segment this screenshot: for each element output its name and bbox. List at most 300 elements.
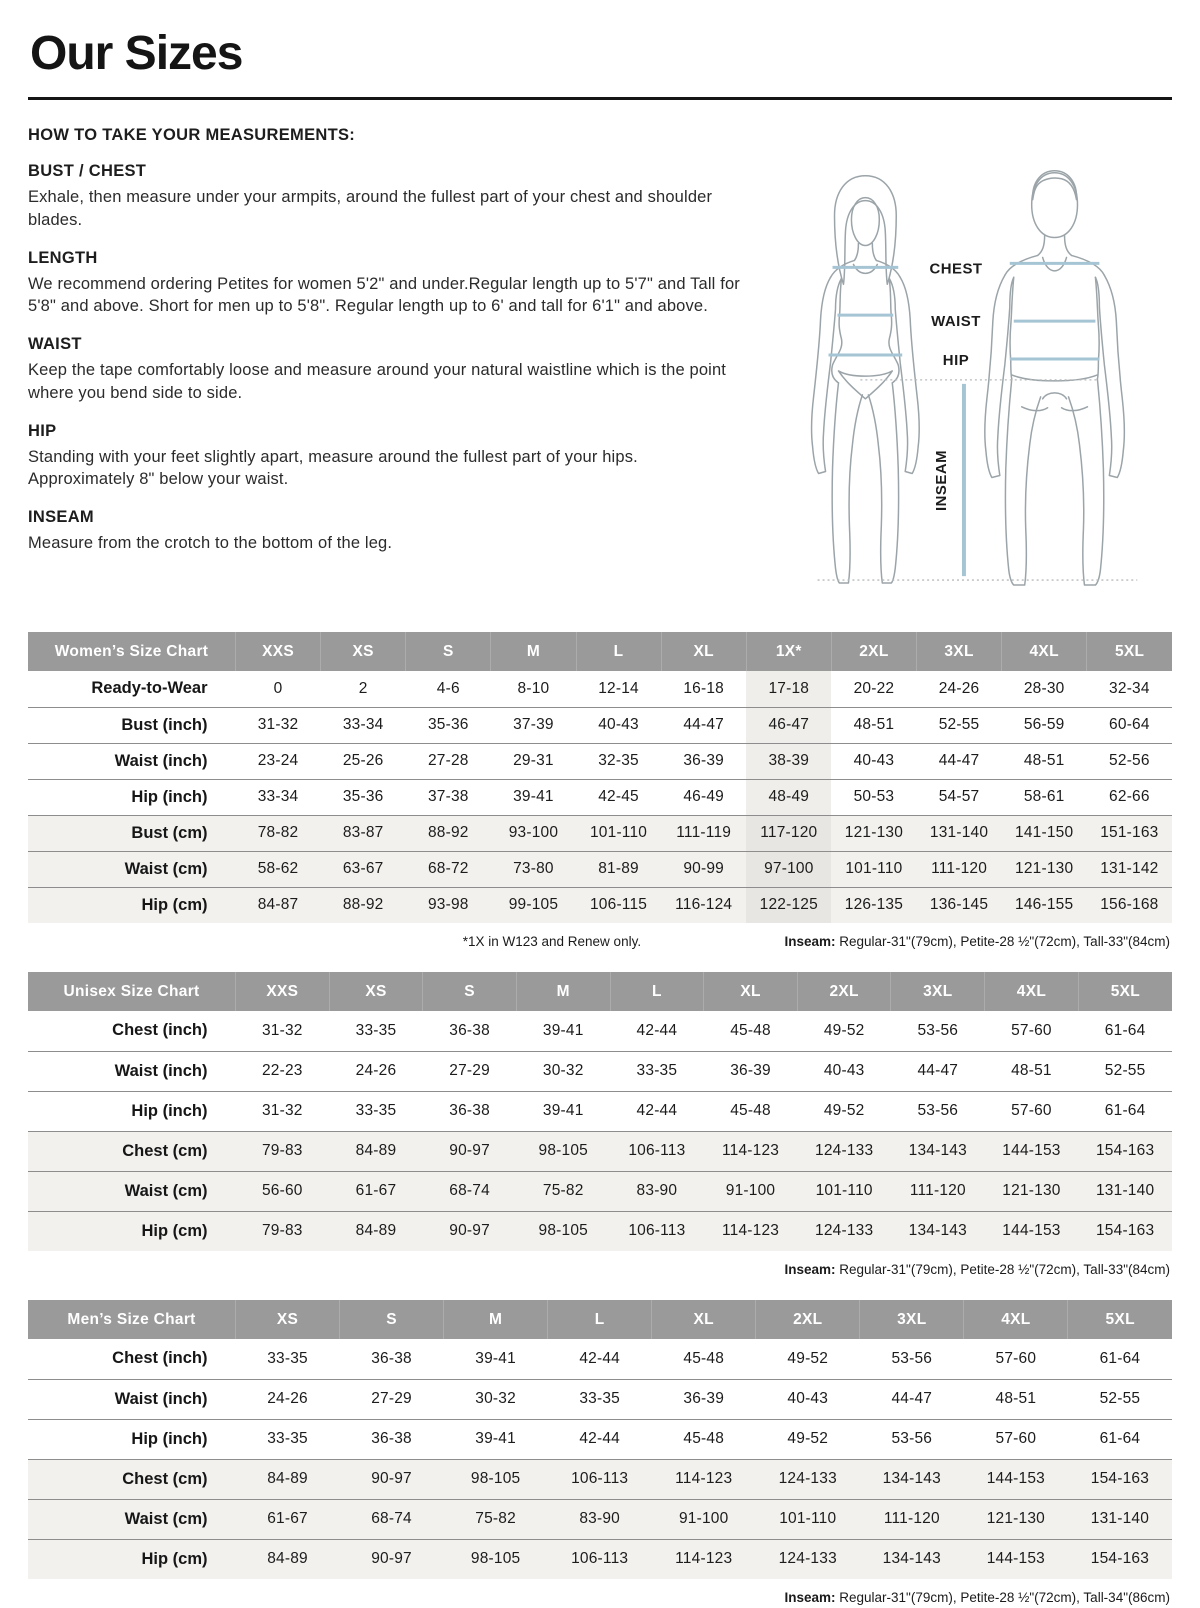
size-cell: 52-56 [1109,752,1150,769]
size-cell: 61-64 [1104,1102,1146,1119]
man-shoulders [1005,255,1105,275]
size-cell: 56-59 [1023,716,1065,733]
table-row [28,1211,1172,1251]
size-cell: 22-23 [261,1062,303,1079]
size-cell: 48-51 [995,1390,1037,1407]
size-column-header: L [548,1300,652,1339]
size-cell: 61-64 [1099,1349,1141,1367]
table-footnote [28,1590,1172,1608]
size-cell: 39-41 [475,1349,516,1367]
size-cell: 131-142 [1100,860,1159,877]
size-cell: 53-56 [891,1430,933,1447]
size-cell: 54-57 [938,788,980,805]
size-cell: 90-97 [449,1222,490,1240]
size-cell: 45-48 [730,1021,771,1039]
table-row [28,779,1172,815]
man-right-arm [1095,275,1124,477]
size-cell: 29-31 [513,752,554,769]
size-cell: 27-29 [371,1390,412,1407]
row-label: Waist (inch) [114,1389,208,1408]
size-cell: 134-143 [882,1550,941,1568]
table-row [28,1131,1172,1171]
instruction-body: Exhale, then measure under your armpits, around the fullest part of your chest and shoulder blades. [28,188,713,229]
size-column-header: XL [704,972,798,1011]
size-cell: 60-64 [1109,716,1150,733]
size-cell: 83-90 [579,1510,620,1527]
size-column-header: XS [236,1300,340,1339]
size-cell: 57-60 [1011,1021,1052,1039]
size-column-header: S [423,972,517,1011]
size-cell: 111-119 [676,824,732,841]
size-cell: 36-39 [730,1062,771,1079]
size-cell: 106-115 [589,896,648,914]
size-cell: 61-67 [355,1182,397,1199]
size-cell: 52-55 [938,716,980,733]
row-label: Hip (cm) [141,1549,208,1568]
row-label: Chest (inch) [112,1021,208,1040]
size-cell: 53-56 [891,1349,933,1367]
size-cell: 37-39 [513,716,554,733]
size-column-header: L [610,972,704,1011]
table-row [28,1499,1172,1539]
table-title: Men’s Size Chart [28,1300,236,1339]
row-label: Ready-to-Wear [91,679,208,698]
mens-size-chart [28,1300,1172,1608]
size-cell: 144-153 [986,1470,1045,1487]
size-column-header: 5XL [1068,1300,1172,1339]
size-column-header: M [491,632,576,671]
size-cell: 101-110 [779,1510,837,1527]
instruction-section [28,335,744,405]
size-column-header: 5XL [1078,972,1172,1011]
woman-torso [832,278,899,383]
size-cell: 83-90 [636,1182,678,1199]
size-cell: 49-52 [787,1349,829,1367]
size-cell: 156-168 [1100,896,1159,914]
size-cell: 48-51 [1011,1062,1052,1079]
dotted-guides [818,380,1138,580]
size-column-header: 2XL [756,1300,860,1339]
size-cell: 8-10 [517,679,550,697]
size-cell: 101-110 [845,860,903,877]
woman-left-leg [832,383,862,583]
size-cell: 38-39 [746,743,831,779]
size-cell: 131-140 [929,824,989,841]
size-column-header: S [340,1300,444,1339]
woman-right-leg [868,383,898,583]
size-cell: 40-43 [823,1062,865,1079]
instruction-body: We recommend ordering Petites for women 5'2" and under.Regular length up to 5'7" and Tall for 5'8" and above. Short for men up to 5'8". Regular length up to 6' and tall for 6'1" and above. [28,274,740,316]
size-column-header: 3XL [860,1300,964,1339]
instruction-section [28,249,744,319]
table-row [28,1171,1172,1211]
measurement-diagram [760,118,1152,612]
table-row [28,815,1172,851]
size-cell: 73-80 [513,860,554,877]
size-cell: 33-35 [355,1102,397,1119]
size-cell: 44-47 [683,716,725,733]
size-cell: 49-52 [787,1430,829,1447]
size-cell: 57-60 [1011,1102,1052,1119]
size-cell: 33-35 [267,1349,308,1367]
size-cell: 39-41 [513,788,554,805]
size-cell: 91-100 [725,1182,776,1199]
inseam-label: INSEAM [933,449,951,511]
size-cell: 121-130 [1015,860,1074,877]
size-cell: 39-41 [542,1021,584,1039]
size-cell: 42-45 [598,788,639,805]
size-cell: 144-153 [1002,1222,1061,1240]
instruction-body: Keep the tape comfortably loose and measure around your natural waistline which is the point where you bend side to side. [28,361,727,402]
table-footnote [28,934,1172,952]
row-label: Waist (inch) [114,751,208,770]
size-cell: 124-133 [815,1222,874,1240]
size-cell: 32-34 [1109,679,1150,697]
size-cell: 134-143 [882,1470,941,1487]
size-cell: 146-155 [1015,896,1074,914]
size-cell: 31-32 [261,1021,303,1039]
size-cell: 114-123 [721,1222,780,1240]
size-cell: 56-60 [261,1182,303,1199]
size-cell: 61-64 [1104,1021,1146,1039]
size-cell: 42-44 [636,1102,678,1119]
size-cell: 75-82 [475,1510,516,1527]
size-cell: 99-105 [508,896,559,914]
size-cell: 106-113 [571,1470,629,1487]
size-cell: 46-47 [746,707,831,743]
header-row [28,1300,1172,1339]
size-cell: 36-38 [449,1021,490,1039]
page-title: Our Sizes [30,27,243,80]
size-cell: 131-140 [1090,1510,1150,1527]
size-cell: 39-41 [542,1102,584,1119]
woman-tank-neckline [853,264,877,273]
size-cell: 57-60 [995,1430,1037,1447]
size-cell: 68-74 [449,1182,490,1199]
hip-label: HIP [942,351,970,369]
footnote-inseam-label: Inseam: [784,934,836,949]
size-column-header: L [576,632,661,671]
size-cell: 144-153 [1002,1142,1061,1159]
size-cell: 40-43 [787,1390,829,1407]
size-cell: 84-87 [257,896,299,914]
unisex-size-chart-table [28,972,1172,1251]
size-cell: 88-92 [427,824,469,841]
man-hair [1033,171,1077,200]
size-cell: 24-26 [267,1390,308,1407]
size-column-header: XL [652,1300,756,1339]
size-cell: 42-44 [579,1349,620,1367]
table-footnote [28,1262,1172,1280]
size-cell: 124-133 [778,1470,837,1487]
row-label: Bust (inch) [121,715,208,734]
figure-outlines [812,171,1125,585]
table-row [28,887,1172,923]
size-cell: 36-38 [371,1349,412,1367]
measurement-lines [829,263,1100,359]
size-cell: 20-22 [853,679,895,697]
size-cell: 97-100 [746,851,831,887]
size-cell: 52-55 [1104,1062,1146,1079]
instruction-title: INSEAM [28,508,94,527]
size-cell: 121-130 [1002,1182,1061,1199]
size-cell: 44-47 [917,1062,959,1079]
size-column-header: 3XL [917,632,1002,671]
table-title: Women’s Size Chart [28,632,236,671]
row-label: Hip (cm) [141,1221,208,1240]
size-cell: 101-110 [589,824,648,841]
woman-face [851,198,879,246]
size-cell: 45-48 [683,1430,725,1447]
row-label: Hip (cm) [141,895,208,914]
size-cell: 106-113 [628,1142,686,1159]
size-cell: 40-43 [598,716,639,733]
instruction-body: Standing with your feet slightly apart, measure around the fullest part of your hips. Approximately 8" below your waist. [28,447,638,489]
table-row [28,851,1172,887]
size-cell: 32-35 [598,752,639,769]
size-cell: 154-163 [1095,1142,1155,1159]
size-cell: 90-97 [371,1470,412,1487]
table-row [28,1339,1172,1379]
size-cell: 33-34 [342,716,384,733]
size-column-header: XXS [236,972,330,1011]
size-cell: 37-38 [427,788,469,805]
size-cell: 84-89 [267,1470,308,1487]
size-cell: 12-14 [598,679,639,697]
size-column-header: 4XL [985,972,1079,1011]
size-cell: 53-56 [917,1102,959,1119]
size-cell: 16-18 [683,679,725,697]
size-cell: 124-133 [815,1142,874,1159]
size-cell: 131-140 [1095,1182,1155,1199]
size-cell: 27-28 [427,752,469,769]
size-cell: 84-89 [267,1550,308,1568]
footnote-inseam-label: Inseam: [784,1262,836,1277]
chest-label: CHEST [929,260,983,278]
size-cell: 144-153 [986,1550,1045,1568]
size-cell: 114-123 [675,1550,733,1568]
row-label: Hip (inch) [131,1101,208,1120]
size-cell: 124-133 [778,1550,837,1568]
size-cell: 154-163 [1090,1470,1150,1487]
row-label: Waist (cm) [124,1181,208,1200]
size-cell: 106-113 [571,1550,629,1568]
title-divider [28,97,1172,100]
size-cell: 122-125 [746,887,831,923]
size-cell: 93-100 [508,824,559,841]
size-cell: 79-83 [261,1142,303,1159]
size-cell: 114-123 [721,1142,780,1159]
size-cell: 61-67 [267,1510,308,1527]
size-cell: 106-113 [628,1222,686,1240]
size-cell: 17-18 [746,671,831,707]
size-cell: 36-39 [683,1390,725,1407]
size-cell: 48-51 [853,716,895,733]
table-title: Unisex Size Chart [28,972,236,1011]
man-neck [1038,236,1072,256]
instruction-title: WAIST [28,335,82,354]
size-cell: 58-62 [257,860,299,877]
row-label: Hip (inch) [131,1429,208,1448]
size-cell: 33-35 [267,1430,308,1447]
size-cell: 31-32 [261,1102,303,1119]
size-cell: 30-32 [475,1390,516,1407]
size-cell: 39-41 [475,1430,516,1447]
instruction-title: LENGTH [28,248,98,267]
unisex-size-chart [28,972,1172,1280]
row-label: Waist (inch) [114,1061,208,1080]
table-row [28,1459,1172,1499]
size-cell: 84-89 [355,1222,397,1240]
table-row [28,743,1172,779]
size-cell: 90-97 [449,1142,490,1159]
size-cell: 53-56 [917,1021,959,1039]
size-cell: 36-38 [449,1102,490,1119]
row-label: Hip (inch) [131,787,208,806]
size-cell: 98-105 [538,1222,588,1240]
row-label: Chest (inch) [112,1349,208,1368]
size-cell: 101-110 [815,1182,873,1199]
size-cell: 45-48 [683,1349,725,1367]
size-cell: 58-61 [1023,788,1065,805]
size-cell: 90-97 [371,1550,412,1568]
instruction-section [28,162,744,232]
size-cell: 44-47 [891,1390,933,1407]
size-cell: 30-32 [542,1062,584,1079]
size-cell: 0 [273,679,283,697]
size-cell: 141-150 [1015,824,1074,841]
size-cell: 40-43 [853,752,895,769]
table-row [28,1051,1172,1091]
header-row [28,632,1172,671]
size-cell: 62-66 [1109,788,1150,805]
size-cell: 154-163 [1090,1550,1150,1568]
size-cell: 36-38 [371,1430,412,1447]
footnote-inseam-label: Inseam: [784,1590,836,1605]
size-cell: 111-120 [931,860,988,877]
size-column-header: 4XL [1002,632,1087,671]
size-column-header: 5XL [1087,632,1172,671]
size-cell: 90-99 [683,860,725,877]
man-torso [1010,277,1099,379]
size-cell: 88-92 [342,896,384,914]
size-column-header: XS [321,632,406,671]
size-tables [28,632,1172,1608]
size-cell: 93-98 [427,896,469,914]
instruction-sections [28,162,744,555]
size-cell: 68-72 [427,860,469,877]
size-cell: 134-143 [908,1142,967,1159]
footnote-inseam: Inseam: Regular-31"(79cm), Petite-28 ½"(72cm), Tall-33"(84cm) [784,1262,1170,1277]
waist-label: WAIST [931,313,981,331]
size-cell: 68-74 [371,1510,412,1527]
size-cell: 42-44 [636,1021,678,1039]
size-cell: 57-60 [995,1349,1037,1367]
size-cell: 79-83 [261,1222,303,1240]
size-cell: 27-29 [449,1062,490,1079]
size-cell: 81-89 [598,860,639,877]
row-label: Waist (cm) [124,859,208,878]
size-cell: 83-87 [342,824,384,841]
body-figures-illustration [760,118,1152,596]
size-cell: 121-130 [844,824,904,841]
size-cell: 25-26 [342,752,384,769]
table-row [28,1419,1172,1459]
diagram-labels [929,260,982,511]
size-cell: 98-105 [470,1550,521,1568]
size-cell: 42-44 [579,1430,620,1447]
size-cell: 63-67 [342,860,384,877]
instruction-title: HIP [28,421,57,440]
row-label: Waist (cm) [124,1509,208,1528]
size-cell: 33-35 [579,1390,620,1407]
size-cell: 50-53 [853,788,895,805]
size-cell: 154-163 [1095,1222,1155,1240]
size-cell: 121-130 [986,1510,1045,1527]
size-column-header: M [516,972,610,1011]
table-row [28,1539,1172,1579]
table-row [28,1011,1172,1051]
size-column-header: XXS [236,632,321,671]
size-cell: 33-35 [636,1062,678,1079]
man-right-leg [1069,379,1104,585]
table-row [28,1091,1172,1131]
size-cell: 111-120 [883,1510,940,1527]
mens-size-chart-table [28,1300,1172,1579]
size-cell: 84-89 [355,1142,397,1159]
size-cell: 98-105 [470,1470,521,1487]
size-cell: 151-163 [1100,824,1159,841]
size-cell: 31-32 [257,716,299,733]
size-column-header: 2XL [831,632,916,671]
intro-row [28,124,1172,612]
size-cell: 23-24 [257,752,299,769]
size-cell: 35-36 [427,716,469,733]
row-label: Chest (cm) [122,1141,208,1160]
table-row [28,1379,1172,1419]
size-cell: 33-34 [257,788,299,805]
size-cell: 28-30 [1023,679,1065,697]
table-row [28,707,1172,743]
size-cell: 45-48 [730,1102,771,1119]
instruction-section [28,422,744,492]
size-cell: 46-49 [683,788,725,805]
size-cell: 44-47 [938,752,980,769]
size-cell: 35-36 [342,788,384,805]
size-cell: 49-52 [823,1021,865,1039]
size-cell: 114-123 [675,1470,733,1487]
footnote-1x-note: *1X in W123 and Renew only. [462,934,642,949]
size-cell: 126-135 [844,896,904,914]
size-column-header: M [444,1300,548,1339]
size-cell: 98-105 [538,1142,588,1159]
footnote-inseam: Inseam: Regular-31"(79cm), Petite-28 ½"(72cm), Tall-34"(86cm) [784,1590,1170,1605]
size-cell: 49-52 [823,1102,865,1119]
instructions-heading: HOW TO TAKE YOUR MEASUREMENTS: [28,126,356,144]
woman-left-arm [812,277,842,473]
man-head [1032,173,1078,238]
row-label: Chest (cm) [122,1469,208,1488]
womens-size-chart [28,632,1172,952]
size-cell: 117-120 [746,815,831,851]
size-cell: 136-145 [929,896,989,914]
size-cell: 24-26 [938,679,980,697]
man-left-leg [1005,379,1040,585]
instruction-section [28,508,744,555]
size-cell: 48-49 [746,779,831,815]
size-cell: 134-143 [908,1222,967,1240]
womens-size-chart-table [28,632,1172,923]
